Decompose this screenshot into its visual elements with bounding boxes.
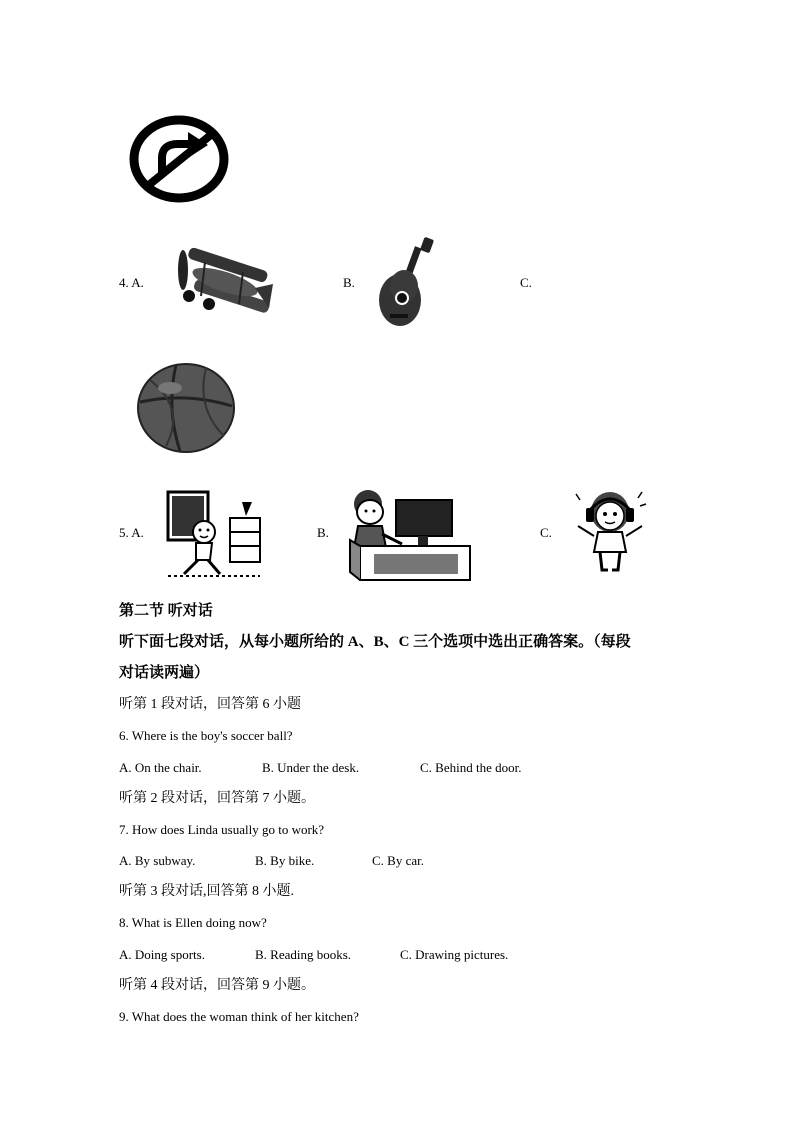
q4-option-a-label: 4. A. bbox=[119, 275, 144, 290]
question-9: 9. What does the woman think of her kitchen? bbox=[119, 1009, 359, 1024]
q8-option-b[interactable]: B. Reading books. bbox=[255, 947, 352, 962]
q5-option-b-label: B. bbox=[317, 525, 329, 540]
guitar-image[interactable] bbox=[374, 236, 446, 332]
dialogue-1-intro: 听第 1 段对话，回答第 6 小题 bbox=[119, 697, 301, 712]
q6-option-b[interactable]: B. Under the desk. bbox=[262, 760, 360, 775]
q5-option-a-label: 5. A. bbox=[119, 525, 144, 540]
q6-option-a[interactable]: A. On the chair. bbox=[119, 760, 202, 775]
airplane-image[interactable] bbox=[165, 238, 277, 330]
q6-option-c[interactable]: C. Behind the door. bbox=[420, 760, 522, 775]
dialogue-3-intro: 听第 3 段对话,回答第 8 小题. bbox=[119, 884, 294, 899]
q7-option-c[interactable]: C. By car. bbox=[372, 853, 424, 868]
section-instruction-line1: 听下面七段对话，从每小题所给的 A、B、C 三个选项中选出正确答案。（每段 bbox=[119, 634, 631, 650]
question-8: 8. What is Ellen doing now? bbox=[119, 915, 267, 930]
q7-option-a[interactable]: A. By subway. bbox=[119, 853, 196, 868]
q7-option-b[interactable]: B. By bike. bbox=[255, 853, 315, 868]
dialogue-2-intro: 听第 2 段对话，回答第 7 小题。 bbox=[119, 791, 315, 806]
question-6: 6. Where is the boy's soccer ball? bbox=[119, 728, 293, 743]
q8-option-c[interactable]: C. Drawing pictures. bbox=[400, 947, 509, 962]
boy-in-room-image[interactable] bbox=[164, 490, 264, 582]
basketball-image[interactable] bbox=[136, 362, 236, 454]
q4-option-c-label: C. bbox=[520, 275, 532, 290]
person-with-headphones-image[interactable] bbox=[572, 486, 650, 578]
section-title: 第二节 听对话 bbox=[119, 603, 213, 619]
no-right-turn-sign-image bbox=[128, 114, 230, 204]
boy-at-computer-image[interactable] bbox=[346, 486, 472, 584]
section-instruction-line2: 对话读两遍） bbox=[119, 665, 210, 681]
q4-option-b-label: B. bbox=[343, 275, 355, 290]
q8-option-a[interactable]: A. Doing sports. bbox=[119, 947, 205, 962]
dialogue-4-intro: 听第 4 段对话，回答第 9 小题。 bbox=[119, 978, 315, 993]
q5-option-c-label: C. bbox=[540, 525, 552, 540]
question-7: 7. How does Linda usually go to work? bbox=[119, 822, 325, 837]
